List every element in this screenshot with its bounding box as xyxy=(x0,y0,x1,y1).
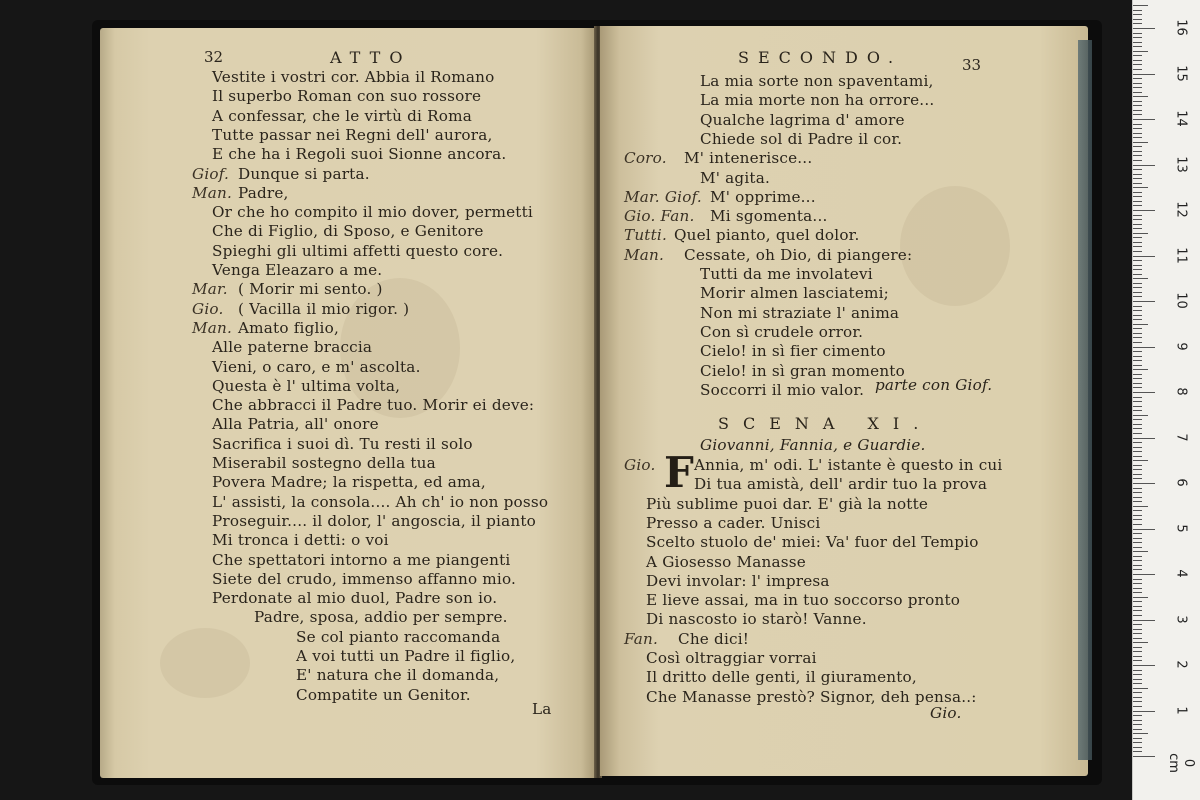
ruler-tick xyxy=(1133,515,1142,516)
ruler-tick xyxy=(1133,665,1155,666)
verse-line: Che spettatori intorno a me piangenti xyxy=(212,550,511,569)
ruler-tick xyxy=(1133,146,1142,147)
verse-line: Amato figlio, xyxy=(238,318,339,337)
verse-line: Padre, sposa, addio per sempre. xyxy=(254,608,508,627)
ruler-tick xyxy=(1133,224,1142,225)
ruler-tick xyxy=(1133,110,1142,111)
ruler-tick xyxy=(1133,74,1155,75)
ruler-tick xyxy=(1133,579,1142,580)
ruler-tick xyxy=(1133,574,1155,575)
page-number: 33 xyxy=(962,56,982,74)
verse-line: Qualche lagrima d' amore xyxy=(700,110,905,129)
ruler-tick xyxy=(1133,592,1142,593)
ruler-tick xyxy=(1133,283,1142,284)
verse-line: E' natura che il domanda, xyxy=(296,666,500,685)
stage-direction: parte con Giof. xyxy=(875,376,993,394)
ruler-tick xyxy=(1133,383,1142,384)
ruler-number: 1 xyxy=(1173,705,1189,715)
ruler-tick xyxy=(1133,701,1142,702)
ruler-tick xyxy=(1133,738,1142,739)
verse-line: Alla Patria, all' onore xyxy=(212,415,379,434)
ruler-tick xyxy=(1133,751,1142,752)
verse-line: La mia sorte non spaventami, xyxy=(700,72,934,90)
ruler-tick xyxy=(1133,633,1142,634)
ruler-tick xyxy=(1133,615,1142,616)
ruler-tick xyxy=(1133,269,1142,270)
ruler-tick xyxy=(1133,501,1142,502)
verse-line: Cessate, oh Dio, di piangere: xyxy=(684,245,913,264)
ruler-number: 6 xyxy=(1173,478,1189,487)
verse-line: Con sì crudele orror. xyxy=(700,322,864,341)
ruler-tick xyxy=(1133,406,1142,407)
ruler-tick xyxy=(1133,51,1148,52)
ruler-tick xyxy=(1133,46,1142,47)
paper-stain xyxy=(160,628,250,698)
speaker-label: Gio. xyxy=(624,456,656,474)
ruler-tick xyxy=(1133,347,1155,348)
ruler-tick xyxy=(1133,324,1148,325)
ruler-tick xyxy=(1133,356,1142,357)
ruler-tick xyxy=(1133,19,1142,20)
ruler-number: 8 xyxy=(1173,387,1189,396)
ruler-tick xyxy=(1133,328,1142,329)
ruler-tick xyxy=(1133,133,1142,134)
scene-title: SCENA XI. xyxy=(718,414,933,433)
verse-line: Che dici! xyxy=(678,629,750,648)
ruler-tick xyxy=(1133,688,1148,689)
running-header: ATTO xyxy=(330,48,412,67)
ruler-tick xyxy=(1133,237,1142,238)
ruler-tick xyxy=(1133,683,1142,684)
ruler-tick xyxy=(1133,342,1142,343)
ruler-tick xyxy=(1133,192,1142,193)
verse-line: Soccorri il mio valor. xyxy=(700,380,865,399)
ruler-tick xyxy=(1133,28,1155,29)
verse-line: Tutti da me involatevi xyxy=(700,265,873,283)
verse-line: Cielo! in sì fier cimento xyxy=(700,342,886,361)
ruler-tick xyxy=(1133,201,1142,202)
verse-line: Morir almen lasciatemi; xyxy=(700,284,890,303)
ruler-tick xyxy=(1133,565,1142,566)
verse-line: Se col pianto raccomanda xyxy=(296,627,501,646)
ruler-tick xyxy=(1133,624,1142,625)
ruler-tick xyxy=(1133,424,1142,425)
catchword: Gio. xyxy=(930,704,962,722)
ruler-tick xyxy=(1133,365,1142,366)
verse-line: La mia morte non ha orrore... xyxy=(700,91,935,110)
verse-line: Sacrifica i suoi dì. Tu resti il solo xyxy=(212,434,473,453)
ruler-tick xyxy=(1133,228,1142,229)
speaker-label: Fan. xyxy=(624,629,658,648)
ruler-tick xyxy=(1133,274,1142,275)
ruler-tick xyxy=(1133,538,1142,539)
ruler-tick xyxy=(1133,610,1142,611)
ruler-tick xyxy=(1133,60,1142,61)
ruler-number: 2 xyxy=(1173,660,1189,669)
verse-line: Siete del crudo, immenso affanno mio. xyxy=(212,569,517,588)
verse-line: A voi tutti un Padre il figlio, xyxy=(296,647,516,665)
ruler-tick xyxy=(1133,638,1142,639)
speaker-label: Giof. xyxy=(192,164,230,183)
ruler-tick xyxy=(1133,660,1142,661)
ruler-tick xyxy=(1133,497,1142,498)
ruler-tick xyxy=(1133,137,1142,138)
ruler-tick xyxy=(1133,292,1142,293)
scene-cast: Giovanni, Fannia, e Guardie. xyxy=(700,436,926,454)
ruler-tick xyxy=(1133,333,1142,334)
verse-line: A Giosesso Manasse xyxy=(646,552,806,571)
ruler-tick xyxy=(1133,319,1142,320)
ruler-tick xyxy=(1133,310,1142,311)
ruler-tick xyxy=(1133,474,1142,475)
ruler-tick xyxy=(1133,278,1148,279)
ruler-tick xyxy=(1133,756,1155,757)
ruler-number: 12 xyxy=(1173,201,1189,218)
verse-line: Chiede sol di Padre il cor. xyxy=(700,129,903,148)
verse-line: E lieve assai, ma in tuo soccorso pronto xyxy=(646,591,961,610)
ruler-tick xyxy=(1133,478,1142,479)
verse-line: ( Morir mi sento. ) xyxy=(238,280,383,299)
speaker-label: Man. xyxy=(192,183,233,202)
left-page xyxy=(100,28,596,778)
ruler-tick xyxy=(1133,256,1155,257)
ruler-tick xyxy=(1133,560,1142,561)
ruler-tick xyxy=(1133,187,1148,188)
ruler-tick xyxy=(1133,720,1142,721)
ruler-tick xyxy=(1133,483,1155,484)
verse-line: Così oltraggiar vorrai xyxy=(646,649,817,667)
verse-line: M' opprime... xyxy=(710,187,816,206)
ruler-tick xyxy=(1133,715,1142,716)
ruler-tick xyxy=(1133,78,1142,79)
ruler-tick xyxy=(1133,124,1142,125)
ruler-tick xyxy=(1133,447,1142,448)
ruler-tick xyxy=(1133,510,1142,511)
verse-line: Scelto stuolo de' miei: Va' fuor del Tempio xyxy=(646,533,979,552)
ruler-number: 7 xyxy=(1173,432,1189,442)
ruler-tick xyxy=(1133,556,1142,557)
verse-line: Miserabil sostegno della tua xyxy=(212,454,436,472)
ruler-tick xyxy=(1133,160,1142,161)
verse-line: Il dritto delle genti, il giuramento, xyxy=(646,668,917,687)
ruler-tick xyxy=(1133,5,1148,6)
ruler-tick xyxy=(1133,533,1142,534)
verse-line: Mi sgomenta... xyxy=(710,207,828,226)
verse-line: Venga Eleazaro a me. xyxy=(212,261,383,279)
ruler-number: 0 cm xyxy=(1166,753,1196,773)
ruler-tick xyxy=(1133,583,1142,584)
ruler-tick xyxy=(1133,697,1142,698)
ruler-number: 15 xyxy=(1173,64,1189,82)
speaker-label: Gio. Fan. xyxy=(624,207,695,226)
verse-line: Spieghi gli ultimi affetti questo core. xyxy=(212,241,504,260)
verse-line: Alle paterne braccia xyxy=(212,338,373,357)
ruler-tick xyxy=(1133,306,1142,307)
ruler-tick xyxy=(1133,155,1142,156)
ruler-tick xyxy=(1133,10,1142,11)
verse-line: Presso a cader. Unisci xyxy=(646,513,821,532)
ruler-tick xyxy=(1133,415,1148,416)
ruler-tick xyxy=(1133,378,1142,379)
ruler-tick xyxy=(1133,442,1142,443)
ruler-tick xyxy=(1133,742,1142,743)
verse-line: L' assisti, la consola.... Ah ch' io non posso xyxy=(212,492,549,511)
verse-line: Di nascosto io starò! Vanne. xyxy=(646,610,867,629)
ruler-tick xyxy=(1133,542,1142,543)
ruler-tick xyxy=(1133,410,1142,411)
ruler-tick xyxy=(1133,315,1142,316)
ruler-tick xyxy=(1133,465,1142,466)
ruler-tick xyxy=(1133,724,1142,725)
speaker-label: Gio. xyxy=(192,299,224,318)
ruler-tick xyxy=(1133,451,1142,452)
ruler-tick xyxy=(1133,401,1142,402)
ruler-tick xyxy=(1133,114,1142,115)
ruler-tick xyxy=(1133,647,1142,648)
ruler-tick xyxy=(1133,428,1142,429)
ruler-number: 9 xyxy=(1173,341,1189,351)
ruler-tick xyxy=(1133,733,1148,734)
ruler-tick xyxy=(1133,438,1155,439)
ruler-tick xyxy=(1133,456,1142,457)
ruler-number: 5 xyxy=(1173,523,1189,533)
catchword: La xyxy=(532,700,552,718)
ruler-tick xyxy=(1133,105,1142,106)
ruler-tick xyxy=(1133,433,1142,434)
ruler-tick xyxy=(1133,42,1142,43)
ruler-tick xyxy=(1133,183,1142,184)
verse-line: Proseguir.... il dolor, l' angoscia, il pianto xyxy=(212,511,536,530)
verse-line: Quel pianto, quel dolor. xyxy=(674,226,860,245)
ruler-tick xyxy=(1133,205,1142,206)
verse-line: ( Vacilla il mio rigor. ) xyxy=(238,299,410,318)
ruler-tick xyxy=(1133,620,1155,621)
ruler-tick xyxy=(1133,119,1155,120)
page-number: 32 xyxy=(204,48,224,66)
ruler-tick xyxy=(1133,242,1142,243)
verse-line: Che Manasse prestò? Signor, deh pensa..: xyxy=(646,687,977,706)
ruler-tick xyxy=(1133,529,1155,530)
ruler-tick xyxy=(1133,178,1142,179)
verse-line: M' intenerisce... xyxy=(684,149,813,168)
verse-line: Il superbo Roman con suo rossore xyxy=(212,87,482,106)
verse-line: Questa è l' ultima volta, xyxy=(212,376,401,395)
ruler-tick xyxy=(1133,551,1148,552)
ruler-tick xyxy=(1133,392,1155,393)
drop-cap: F xyxy=(664,448,694,497)
ruler-tick xyxy=(1133,679,1142,680)
ruler-tick xyxy=(1133,287,1142,288)
ruler-tick xyxy=(1133,488,1142,489)
verse-line: Povera Madre; la rispetta, ed ama, xyxy=(212,473,486,492)
ruler-tick xyxy=(1133,301,1155,302)
measurement-ruler xyxy=(1132,0,1200,800)
ruler-tick xyxy=(1133,387,1142,388)
ruler-tick xyxy=(1133,219,1142,220)
ruler-tick xyxy=(1133,469,1142,470)
verse-line: Che di Figlio, di Sposo, e Genitore xyxy=(212,222,484,241)
ruler-tick xyxy=(1133,674,1142,675)
ruler-tick xyxy=(1133,169,1142,170)
ruler-tick xyxy=(1133,397,1142,398)
ruler-tick xyxy=(1133,729,1142,730)
ruler-tick xyxy=(1133,711,1155,712)
speaker-label: Man. xyxy=(624,245,665,264)
ruler-tick xyxy=(1133,651,1142,652)
ruler-number: 3 xyxy=(1173,614,1189,624)
verse-line: Non mi straziate l' anima xyxy=(700,303,900,322)
ruler-tick xyxy=(1133,246,1142,247)
ruler-tick xyxy=(1133,142,1148,143)
ruler-tick xyxy=(1133,351,1142,352)
verse-line: Più sublime puoi dar. E' già la notte xyxy=(646,494,929,513)
ruler-tick xyxy=(1133,296,1142,297)
ruler-tick xyxy=(1133,369,1148,370)
verse-line: Mi tronca i detti: o voi xyxy=(212,531,389,550)
ruler-tick xyxy=(1133,601,1142,602)
ruler-tick xyxy=(1133,69,1142,70)
ruler-tick xyxy=(1133,670,1142,671)
ruler-number: 11 xyxy=(1173,246,1189,264)
ruler-tick xyxy=(1133,460,1148,461)
ruler-tick xyxy=(1133,519,1142,520)
ruler-tick xyxy=(1133,210,1155,211)
speaker-label: Mar. Giof. xyxy=(624,187,702,206)
ruler-tick xyxy=(1133,251,1142,252)
ruler-tick xyxy=(1133,337,1142,338)
ruler-tick xyxy=(1133,492,1142,493)
speaker-label: Man. xyxy=(192,318,233,337)
ruler-tick xyxy=(1133,215,1142,216)
verse-line: Devi involar: l' impresa xyxy=(646,571,830,590)
ruler-tick xyxy=(1133,260,1142,261)
speaker-label: Tutti. xyxy=(624,226,668,245)
ruler-tick xyxy=(1133,656,1142,657)
ruler-tick xyxy=(1133,55,1142,56)
ruler-number: 13 xyxy=(1173,155,1189,173)
verse-line: Padre, xyxy=(238,183,289,202)
verse-line: Cielo! in sì gran momento xyxy=(700,361,905,380)
ruler-tick xyxy=(1133,547,1142,548)
ruler-tick xyxy=(1133,165,1155,166)
ruler-tick xyxy=(1133,87,1142,88)
right-page xyxy=(600,26,1088,776)
verse-line: Vieni, o caro, e m' ascolta. xyxy=(212,357,421,376)
verse-line: Vestite i vostri cor. Abbia il Romano xyxy=(212,68,495,86)
ruler-tick xyxy=(1133,606,1142,607)
ruler-tick xyxy=(1133,64,1142,65)
ruler-tick xyxy=(1133,419,1142,420)
ruler-number: 16 xyxy=(1173,19,1189,36)
ruler-tick xyxy=(1133,233,1148,234)
ruler-tick xyxy=(1133,37,1142,38)
ruler-tick xyxy=(1133,23,1142,24)
ruler-tick xyxy=(1133,14,1142,15)
paper-stain xyxy=(900,186,1010,306)
ruler-tick xyxy=(1133,196,1142,197)
verse-line: Annia, m' odi. L' istante è questo in cui xyxy=(694,456,1003,474)
verse-line: Compatite un Genitor. xyxy=(296,685,471,704)
book-edge xyxy=(1078,40,1092,760)
ruler-tick xyxy=(1133,96,1148,97)
verse-line: Dunque si parta. xyxy=(238,164,370,183)
ruler-tick xyxy=(1133,83,1142,84)
ruler-tick xyxy=(1133,374,1142,375)
ruler-tick xyxy=(1133,642,1148,643)
ruler-tick xyxy=(1133,692,1142,693)
verse-line: Perdonate al mio duol, Padre son io. xyxy=(212,589,498,608)
ruler-tick xyxy=(1133,360,1142,361)
verse-line: A confessar, che le virtù di Roma xyxy=(212,106,472,125)
verse-line: Di tua amistà, dell' ardir tuo la prova xyxy=(694,475,988,494)
speaker-label: Mar. xyxy=(192,280,228,299)
ruler-number: 4 xyxy=(1173,569,1189,578)
verse-line: M' agita. xyxy=(700,168,770,187)
ruler-tick xyxy=(1133,151,1142,152)
verse-line: E che ha i Regoli suoi Sionne ancora. xyxy=(212,145,507,164)
ruler-tick xyxy=(1133,747,1142,748)
ruler-tick xyxy=(1133,524,1142,525)
ruler-tick xyxy=(1133,597,1148,598)
ruler-tick xyxy=(1133,569,1142,570)
verse-line: Or che ho compito il mio dover, permetti xyxy=(212,203,533,222)
ruler-tick xyxy=(1133,92,1142,93)
speaker-label: Coro. xyxy=(624,149,667,168)
ruler-tick xyxy=(1133,506,1148,507)
ruler-number: 10 xyxy=(1173,292,1189,309)
ruler-tick xyxy=(1133,33,1142,34)
ruler-tick xyxy=(1133,629,1142,630)
ruler-tick xyxy=(1133,128,1142,129)
ruler-tick xyxy=(1133,588,1142,589)
ruler-tick xyxy=(1133,265,1142,266)
ruler-tick xyxy=(1133,101,1142,102)
verse-line: Che abbracci il Padre tuo. Morir ei deve: xyxy=(212,396,535,415)
ruler-number: 14 xyxy=(1173,110,1189,127)
running-header: SECONDO. xyxy=(738,48,903,67)
ruler-tick xyxy=(1133,706,1142,707)
verse-line: Tutte passar nei Regni dell' aurora, xyxy=(212,125,493,144)
ruler-tick xyxy=(1133,174,1142,175)
